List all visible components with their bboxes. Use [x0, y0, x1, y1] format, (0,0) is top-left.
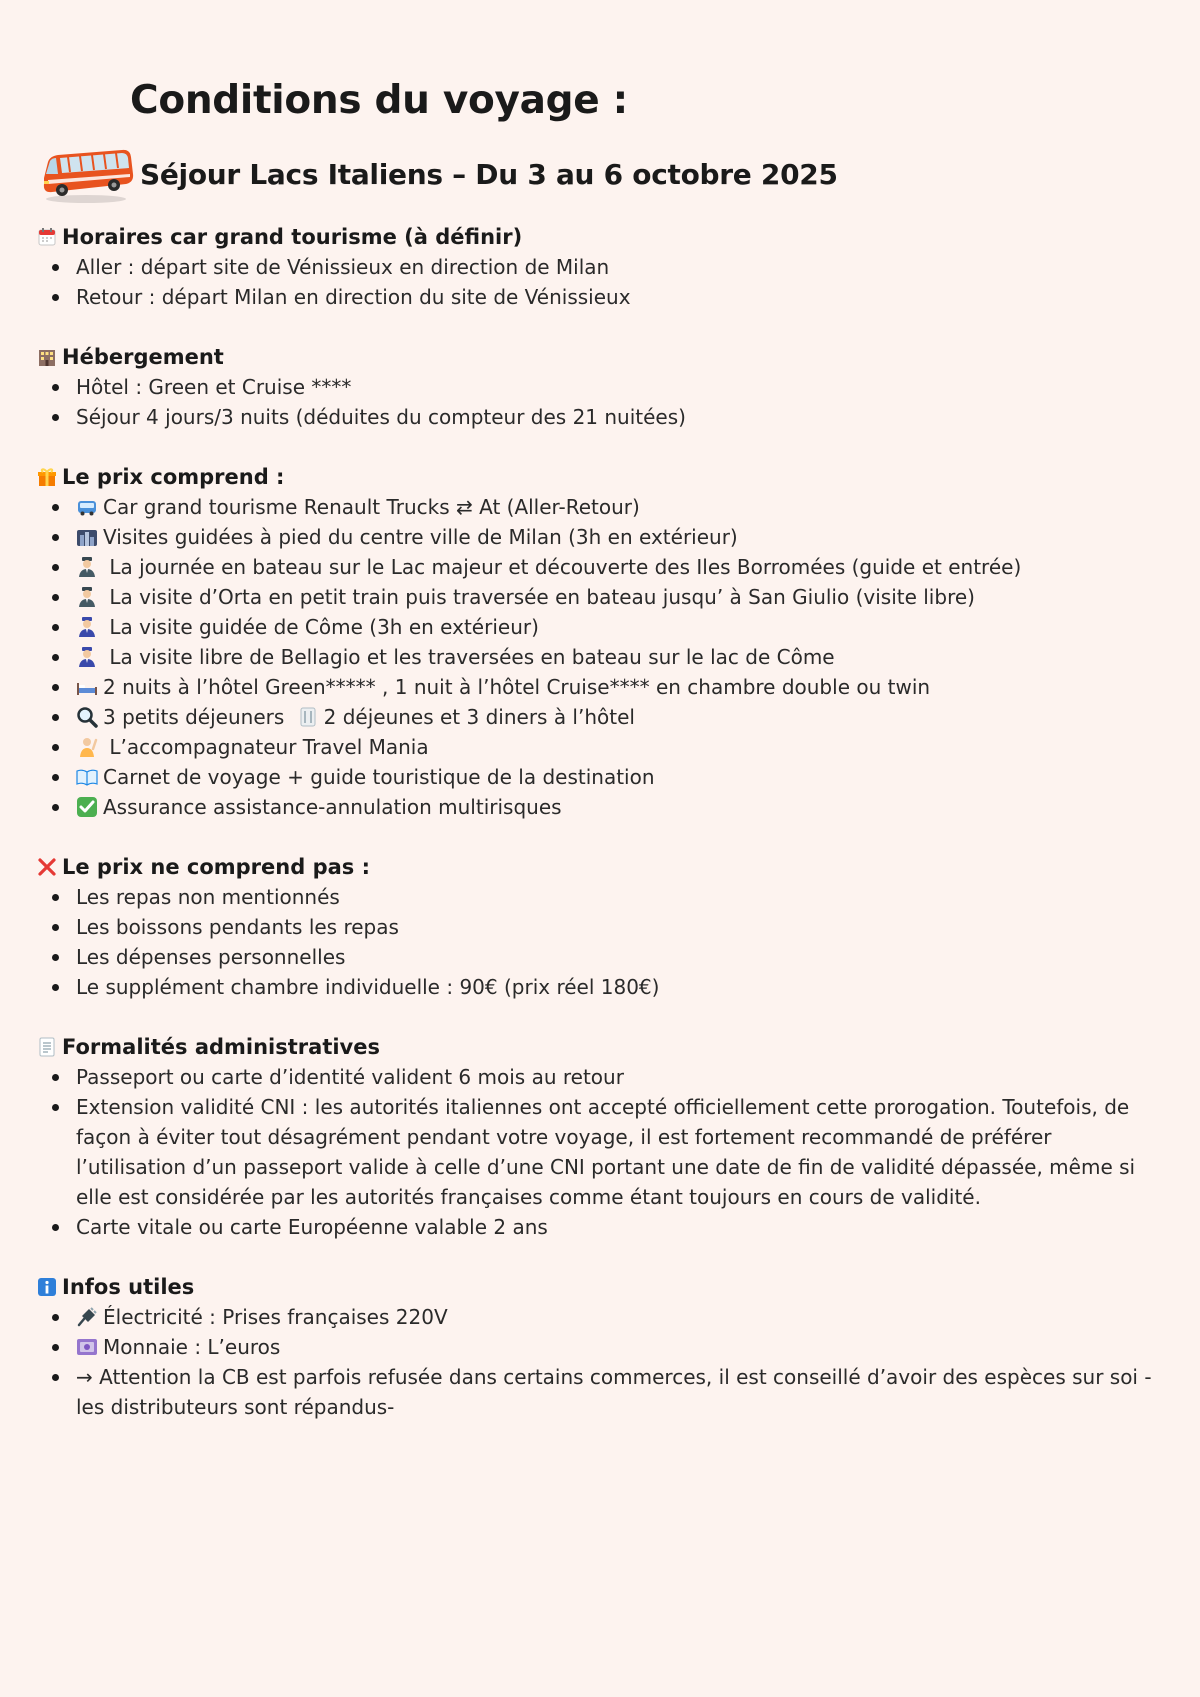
- list-item: [36, 1332, 1156, 1362]
- list-item: Hôtel : Green et Cruise ****: [36, 372, 1156, 402]
- cross-mark-icon: [36, 856, 58, 878]
- section-title-comprend-label: Le prix comprend :: [62, 465, 285, 489]
- list-item-text: 2 déjeunes et 3 diners à l’hôtel: [323, 705, 635, 729]
- list-item: [36, 702, 1156, 732]
- list-item: Carte vitale ou carte Européenne valable 2 ans: [36, 1212, 1156, 1242]
- section-comprend: [36, 462, 1156, 822]
- list-item: Retour : départ Milan en direction du site de Vénissieux: [36, 282, 1156, 312]
- section-title-horaires-label: Horaires car grand tourisme (à définir): [62, 225, 523, 249]
- page-title: Conditions du voyage :: [130, 78, 628, 123]
- plate-cutlery-icon: [297, 706, 319, 728]
- trip-header: [38, 144, 838, 204]
- list-item-text: La journée en bateau sur le Lac majeur et découverte des Iles Borromées (guide et entrée): [103, 555, 1022, 579]
- bus-icon: [38, 144, 138, 204]
- guide-person-icon: [76, 616, 98, 638]
- euro-banknote-icon: [76, 1336, 98, 1358]
- guide-person-icon: [76, 646, 98, 668]
- section-title-ne-comprend: [36, 852, 1156, 882]
- list-item: [36, 612, 1156, 642]
- list-item-text: Car grand tourisme Renault Trucks ⇄ At (Aller-Retour): [103, 495, 640, 519]
- list-item-text: Monnaie : L’euros: [103, 1335, 281, 1359]
- list-item: [36, 762, 1156, 792]
- list-item: Aller : départ site de Vénissieux en direction de Milan: [36, 252, 1156, 282]
- list-item: Passeport ou carte d’identité valident 6 mois au retour: [36, 1062, 1156, 1092]
- list-item: [36, 732, 1156, 762]
- list-item: Les boissons pendants les repas: [36, 912, 1156, 942]
- trip-subtitle: Séjour Lacs Italiens – Du 3 au 6 octobre 2025: [140, 157, 838, 191]
- section-hebergement: [36, 342, 1156, 432]
- list-item: [36, 522, 1156, 552]
- list-item: [36, 492, 1156, 522]
- section-ne-comprend: [36, 852, 1156, 1002]
- guide-person-icon: [76, 586, 98, 608]
- section-title-hebergement: [36, 342, 1156, 372]
- list-item: [36, 1302, 1156, 1332]
- bus-small-icon: [76, 496, 98, 518]
- list-item: → Attention la CB est parfois refusée dans certains commerces, il est conseillé d’avoir des espèces sur soi -les distributeurs sont répandus-: [36, 1362, 1156, 1422]
- section-title-comprend: [36, 462, 1156, 492]
- list-item-text: 2 nuits à l’hôtel Green***** , 1 nuit à l’hôtel Cruise**** en chambre double ou twin: [103, 675, 931, 699]
- list-item-text: Électricité : Prises françaises 220V: [103, 1305, 448, 1329]
- section-title-infos-label: Infos utiles: [62, 1275, 195, 1299]
- document-icon: [36, 1036, 58, 1058]
- horaires-list: [36, 252, 1156, 312]
- infos-list: [36, 1302, 1156, 1422]
- bed-icon: [76, 676, 98, 698]
- section-title-horaires: [36, 222, 1156, 252]
- plug-icon: [76, 1306, 98, 1328]
- info-icon: [36, 1276, 58, 1298]
- hebergement-list: [36, 372, 1156, 432]
- section-title-ne-comprend-label: Le prix ne comprend pas :: [62, 855, 370, 879]
- section-infos: [36, 1272, 1156, 1422]
- list-item-text: L’accompagnateur Travel Mania: [103, 735, 429, 759]
- section-title-hebergement-label: Hébergement: [62, 345, 224, 369]
- magnifier-icon: [76, 706, 98, 728]
- open-book-icon: [76, 766, 98, 788]
- list-item-text: Carnet de voyage + guide touristique de la destination: [103, 765, 655, 789]
- check-mark-icon: [76, 796, 98, 818]
- list-item-text: La visite guidée de Côme (3h en extérieur): [103, 615, 539, 639]
- list-item-text: 3 petits déjeuners: [103, 705, 285, 729]
- list-item: [36, 642, 1156, 672]
- ne-comprend-list: [36, 882, 1156, 1002]
- section-title-formalites-label: Formalités administratives: [62, 1035, 380, 1059]
- calendar-icon: [36, 226, 58, 248]
- section-title-formalites: [36, 1032, 1156, 1062]
- person-waving-icon: [76, 736, 98, 758]
- section-horaires: [36, 222, 1156, 312]
- guide-person-icon: [76, 556, 98, 578]
- city-icon: [76, 526, 98, 548]
- section-formalites: [36, 1032, 1156, 1242]
- list-item: [36, 552, 1156, 582]
- list-item: Le supplément chambre individuelle : 90€ (prix réel 180€): [36, 972, 1156, 1002]
- comprend-list: [36, 492, 1156, 822]
- building-icon: [36, 346, 58, 368]
- formalites-list: [36, 1062, 1156, 1242]
- list-item-text: Visites guidées à pied du centre ville de Milan (3h en extérieur): [103, 525, 738, 549]
- list-item-text: La visite libre de Bellagio et les traversées en bateau sur le lac de Côme: [103, 645, 835, 669]
- list-item: Les repas non mentionnés: [36, 882, 1156, 912]
- list-item-text: Assurance assistance-annulation multirisques: [103, 795, 562, 819]
- list-item: [36, 672, 1156, 702]
- list-item-text: La visite d’Orta en petit train puis traversée en bateau jusqu’ à San Giulio (visite libre): [103, 585, 975, 609]
- section-title-infos: [36, 1272, 1156, 1302]
- list-item: [36, 792, 1156, 822]
- list-item: Séjour 4 jours/3 nuits (déduites du compteur des 21 nuitées): [36, 402, 1156, 432]
- gift-icon: [36, 466, 58, 488]
- list-item: [36, 582, 1156, 612]
- list-item: Extension validité CNI : les autorités italiennes ont accepté officiellement cette prorogation. Toutefois, de façon à éviter tout désagrément pendant votre voyage, il est fortement recommandé de préférer l’utilisation d’un passeport valide à celle d’une CNI portant une date de fin de validité dépassée, même si elle est considérée par les autorités françaises comme étant toujours en cours de validité.: [36, 1092, 1156, 1212]
- list-item: Les dépenses personnelles: [36, 942, 1156, 972]
- trip-conditions: [36, 222, 1156, 1452]
